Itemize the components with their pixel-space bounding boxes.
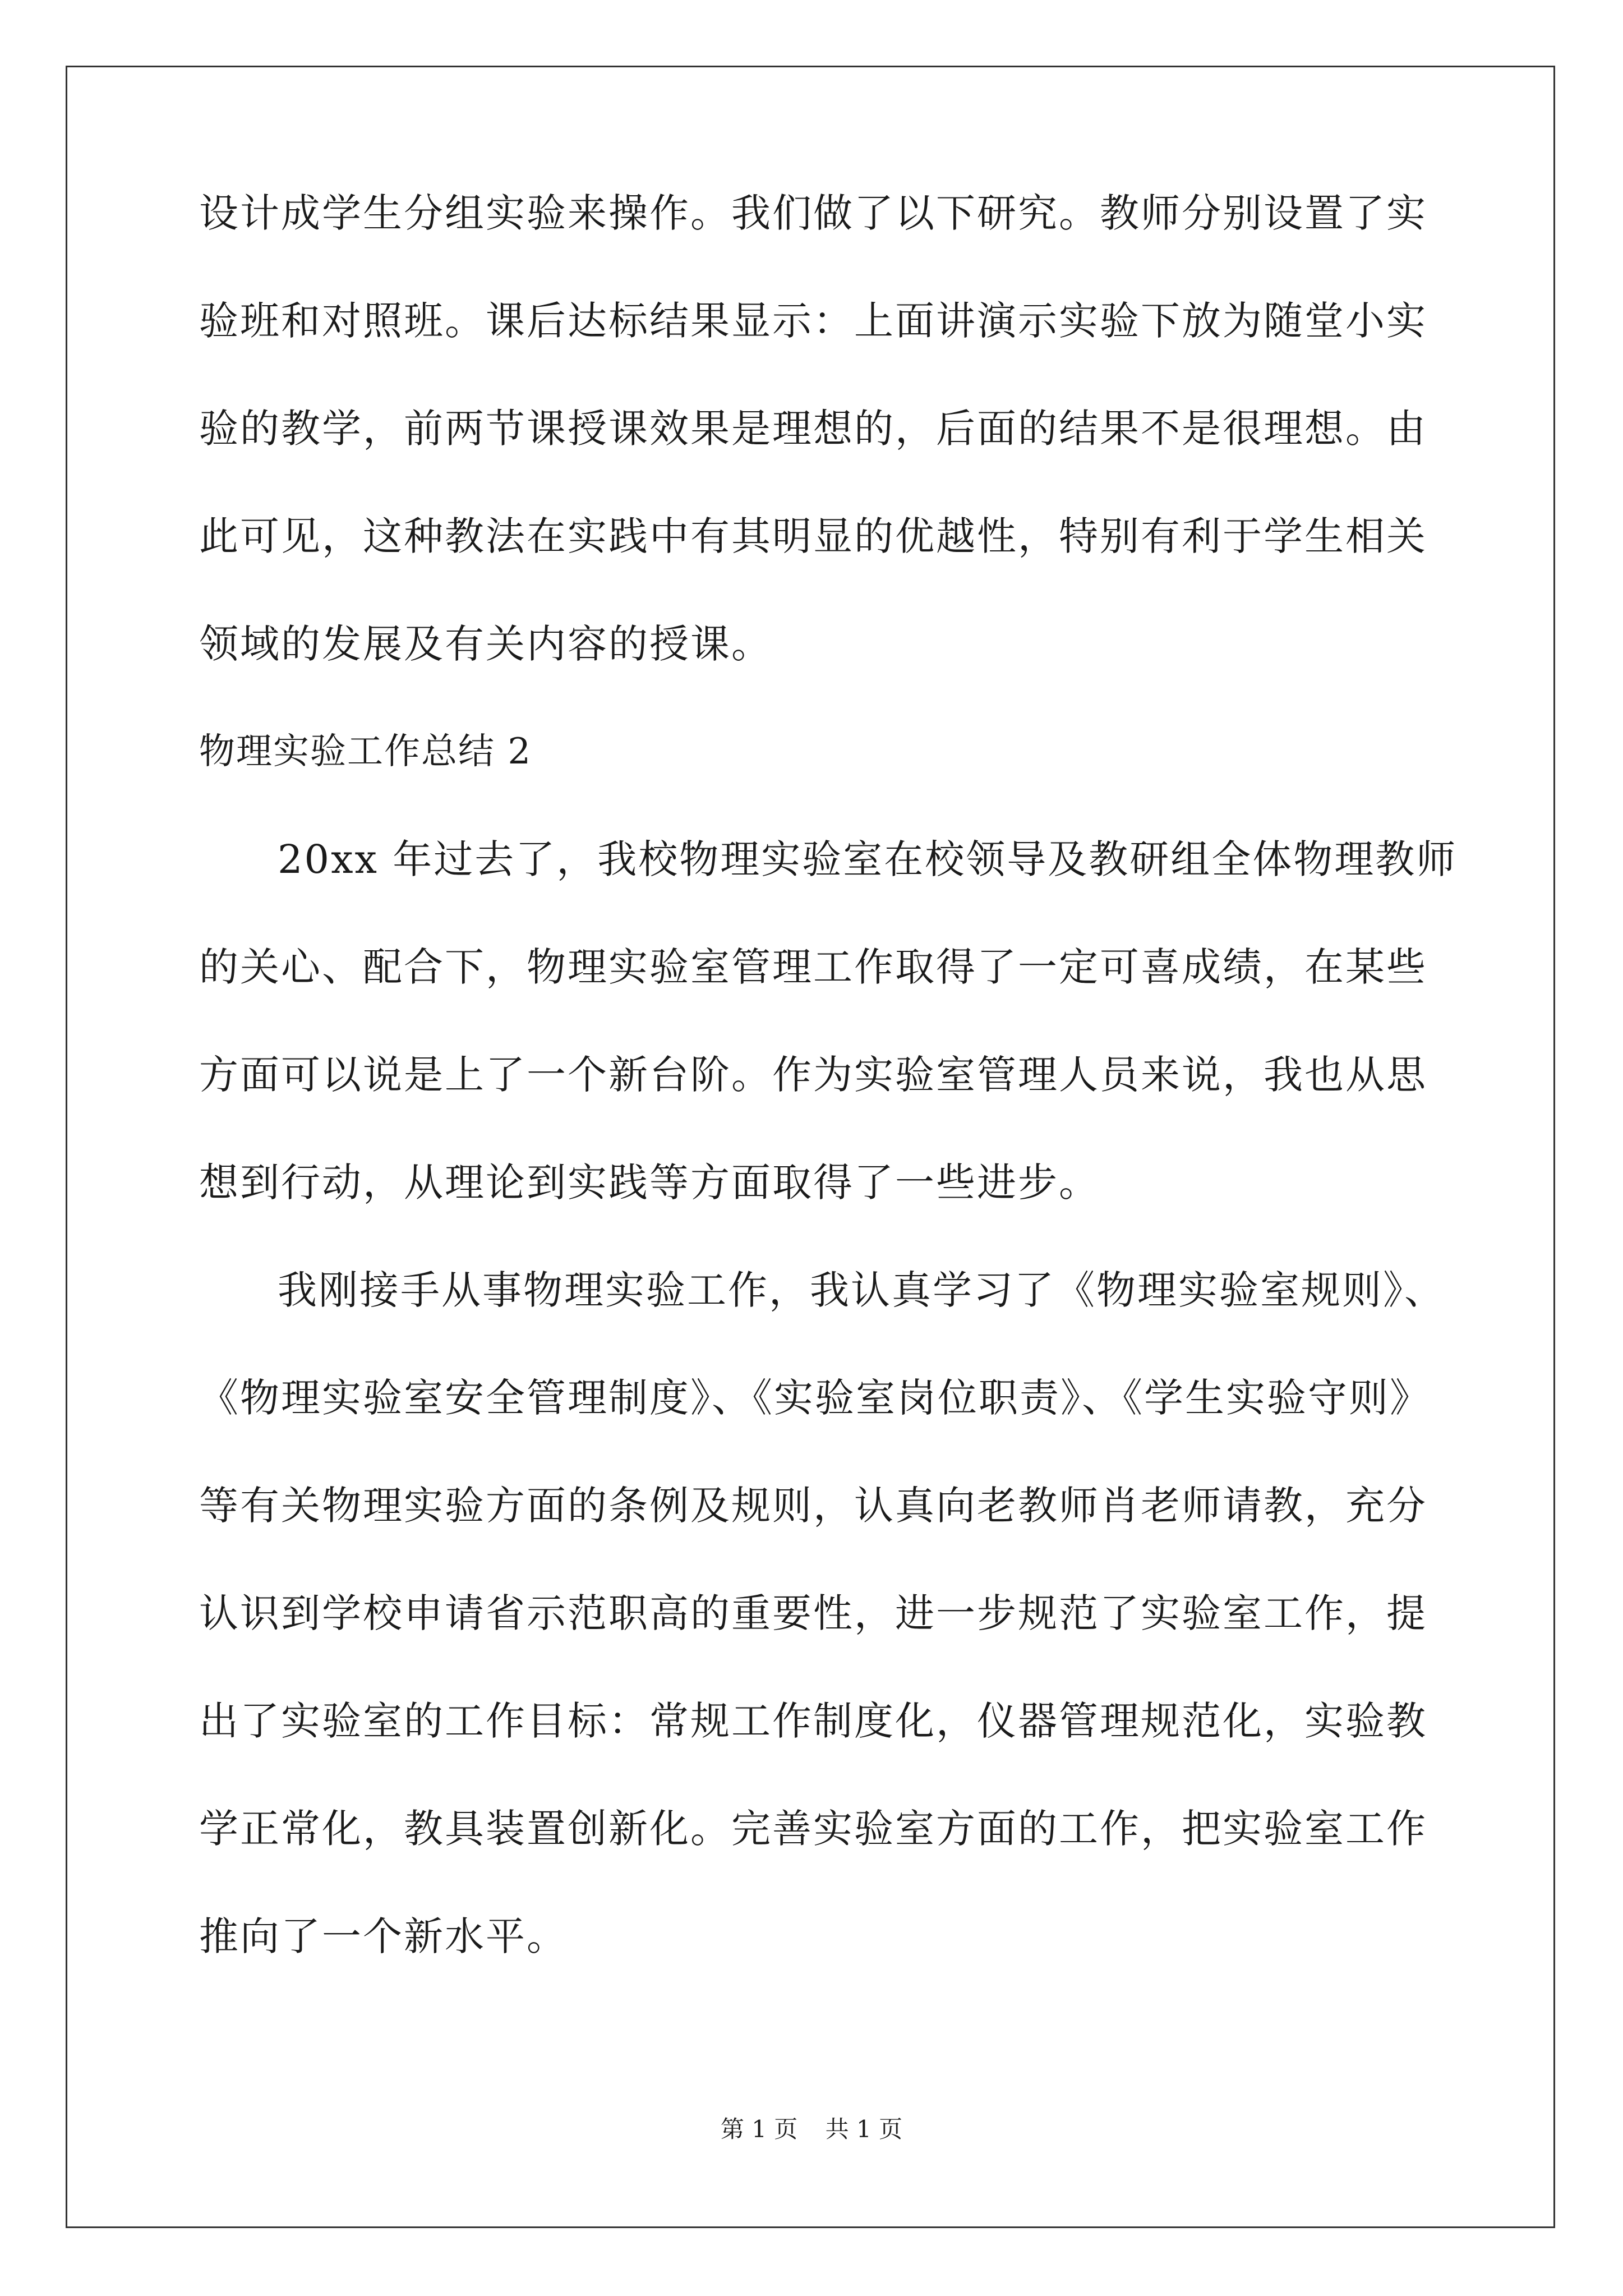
page-border (66, 66, 1555, 2228)
paragraph-1-line: 验班和对照班。课后达标结果显示：上面讲演示实验下放为随堂小实 (199, 298, 1427, 344)
paragraph-3-line: 我刚接手从事物理实验工作，我认真学习了《物理实验室规则》、 (278, 1267, 1445, 1313)
paragraph-1-line: 验的教学，前两节课授课效果是理想的，后面的结果不是很理想。由 (199, 406, 1427, 452)
section-heading: 物理实验工作总结 2 (199, 731, 532, 772)
paragraph-1-line: 领域的发展及有关内容的授课。 (199, 621, 772, 667)
page-footer (0, 2114, 1623, 2145)
paragraph-3-line: 出了实验室的工作目标：常规工作制度化，仪器管理规范化，实验教 (199, 1698, 1427, 1744)
paragraph-2-line: 的关心、配合下，物理实验室管理工作取得了一定可喜成绩，在某些 (199, 944, 1427, 990)
paragraph-2-line: 想到行动，从理论到实践等方面取得了一些进步。 (199, 1159, 1100, 1205)
paragraph-1-line: 设计成学生分组实验来操作。我们做了以下研究。教师分别设置了实 (199, 190, 1427, 236)
paragraph-3-line: 推向了一个新水平。 (199, 1913, 568, 1959)
paragraph-3-line: 《物理实验室安全管理制度》、《实验室岗位职责》、《学生实验守则》 (199, 1375, 1431, 1421)
paragraph-3-line: 学正常化，教具装置创新化。完善实验室方面的工作，把实验室工作 (199, 1806, 1427, 1852)
paragraph-2-line: 20xx 年过去了，我校物理实验室在校领导及教研组全体物理教师 (278, 836, 1458, 882)
paragraph-3-line: 认识到学校申请省示范职高的重要性，进一步规范了实验室工作，提 (199, 1590, 1427, 1636)
page-number-current: 第 1 页 (720, 2115, 798, 2143)
page-number-total: 共 1 页 (825, 2115, 903, 2143)
paragraph-3-line: 等有关物理实验方面的条例及规则，认真向老教师肖老师请教，充分 (199, 1483, 1427, 1529)
paragraph-1-line: 此可见，这种教法在实践中有其明显的优越性，特别有利于学生相关 (199, 513, 1427, 559)
paragraph-2-line: 方面可以说是上了一个新台阶。作为实验室管理人员来说，我也从思 (199, 1052, 1427, 1098)
